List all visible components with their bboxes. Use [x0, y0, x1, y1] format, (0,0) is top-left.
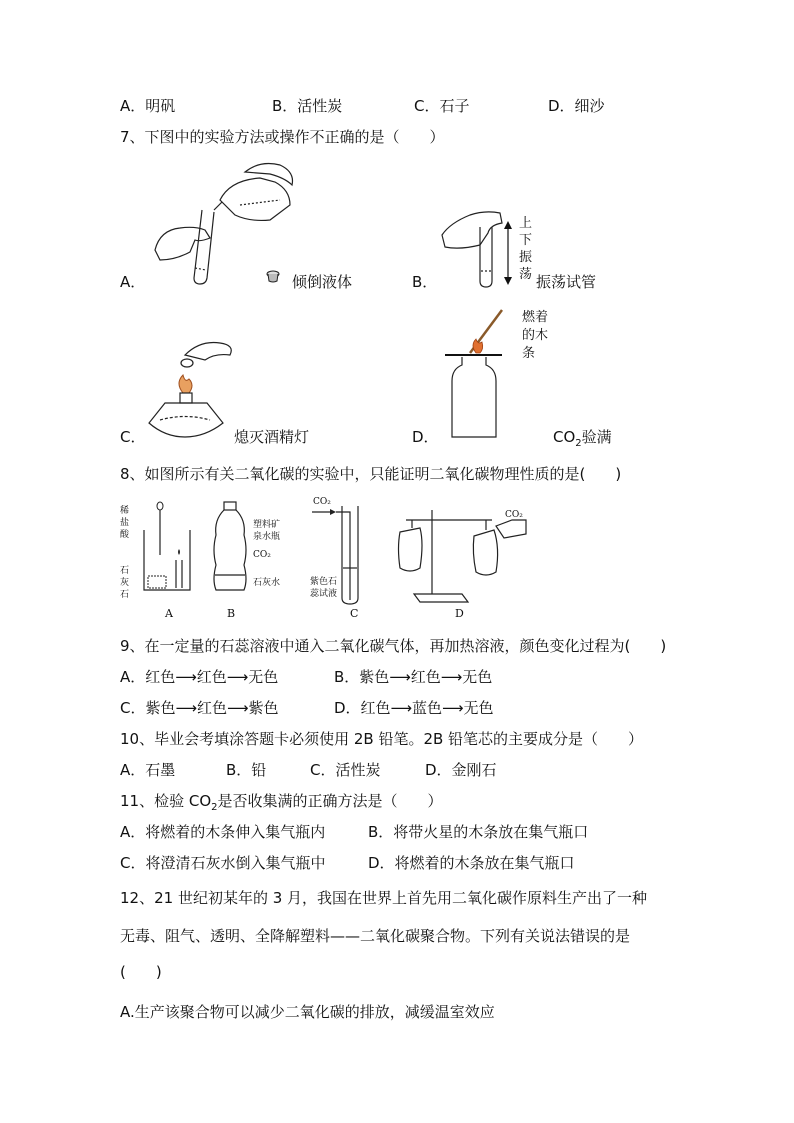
q7-d-letter: D．	[412, 428, 439, 446]
q6-option-a: A．明矾	[120, 97, 176, 115]
q10-option-b: B．铅	[226, 761, 267, 779]
q8-a-labels-top: 稀 盐 酸	[120, 506, 130, 540]
pour-liquid-figure	[150, 160, 310, 290]
q8-figure-b	[210, 500, 250, 595]
q11-option-c: C．将澄清石灰水倒入集气瓶中	[120, 854, 326, 872]
q12-line-3: ( )	[120, 963, 162, 981]
q7-d-caption: $CO_2$验满	[553, 428, 612, 449]
q8-fig-letter-b: B	[227, 607, 236, 620]
q7-d-note: 燃着 的木 条	[522, 310, 549, 361]
shake-tube-figure	[440, 205, 520, 290]
q7-stem: 7、下图中的实验方法或操作不正确的是（ ）	[120, 128, 445, 146]
stopper-icon	[266, 270, 280, 284]
q7-c-caption: 熄灭酒精灯	[234, 428, 310, 446]
q12-option-a: A.生产该聚合物可以减少二氧化碳的排放，减缓温室效应	[120, 1003, 495, 1021]
q6-option-c: C．石子	[414, 97, 470, 115]
q6-option-b: B．活性炭	[272, 97, 343, 115]
q7-b-letter: B．	[412, 273, 438, 291]
q9-stem: 9、在一定量的石蕊溶液中通入二氧化碳气体，再加热溶液，颜色变化过程为( )	[120, 637, 667, 655]
q8-d-co2-label: CO₂	[505, 510, 523, 520]
q8-fig-letter-c: C	[350, 607, 359, 620]
q8-b-limewater-label: 石灰水	[253, 578, 281, 588]
q9-option-c: C．紫色⟶红色⟶紫色	[120, 699, 279, 717]
alcohol-lamp-figure	[145, 335, 245, 445]
q12-line-1: 12、21 世纪初某年的 3 月，我国在世界上首先用二氧化碳作原料生产出了一种	[120, 889, 648, 907]
q8-c-litmus-label: 紫色石 蕊试液	[310, 577, 338, 599]
q10-option-a: A．石墨	[120, 761, 176, 779]
q7-b-caption: 振荡试管	[536, 273, 597, 291]
q7-a-caption: 倾倒液体	[292, 273, 353, 291]
gas-jar-figure	[440, 305, 530, 445]
q9-option-d: D．红色⟶蓝色⟶无色	[334, 699, 494, 717]
q8-c-co2-label: CO₂	[313, 497, 331, 507]
q12-line-2: 无毒、阻气、透明、全降解塑料——二氧化碳聚合物。下列有关说法错误的是	[120, 927, 631, 945]
q11-stem: 11、检验 $CO_2$是否收集满的正确方法是（ ）	[120, 792, 443, 813]
q7-a-letter: A．	[120, 273, 146, 291]
q8-b-co2-label: CO₂	[253, 550, 271, 560]
q8-fig-letter-d: D	[455, 607, 464, 620]
q10-option-d: D．金刚石	[425, 761, 497, 779]
q6-option-d: D．细沙	[548, 97, 605, 115]
q9-option-a: A．红色⟶红色⟶无色	[120, 668, 279, 686]
q7-b-note: 上 下 振 荡	[519, 216, 533, 282]
q10-option-c: C．活性炭	[310, 761, 381, 779]
q10-stem: 10、毕业会考填涂答题卡必须使用 2B 铅笔。2B 铅笔芯的主要成分是（ ）	[120, 730, 644, 748]
q8-b-bottle-label: 塑料矿 泉水瓶	[253, 520, 281, 542]
q9-option-b: B．紫色⟶红色⟶无色	[334, 668, 493, 686]
q11-option-d: D．将燃着的木条放在集气瓶口	[368, 854, 575, 872]
q11-option-b: B．将带火星的木条放在集气瓶口	[368, 823, 589, 841]
q8-stem: 8、如图所示有关二氧化碳的实验中，只能证明二氧化碳物理性质的是( )	[120, 465, 622, 483]
q8-figure-a	[138, 500, 198, 600]
q11-option-a: A．将燃着的木条伸入集气瓶内	[120, 823, 326, 841]
q7-c-letter: C．	[120, 428, 146, 446]
q8-fig-letter-a: A	[165, 607, 173, 620]
q8-a-labels-bottom: 石 灰 石	[120, 566, 130, 600]
